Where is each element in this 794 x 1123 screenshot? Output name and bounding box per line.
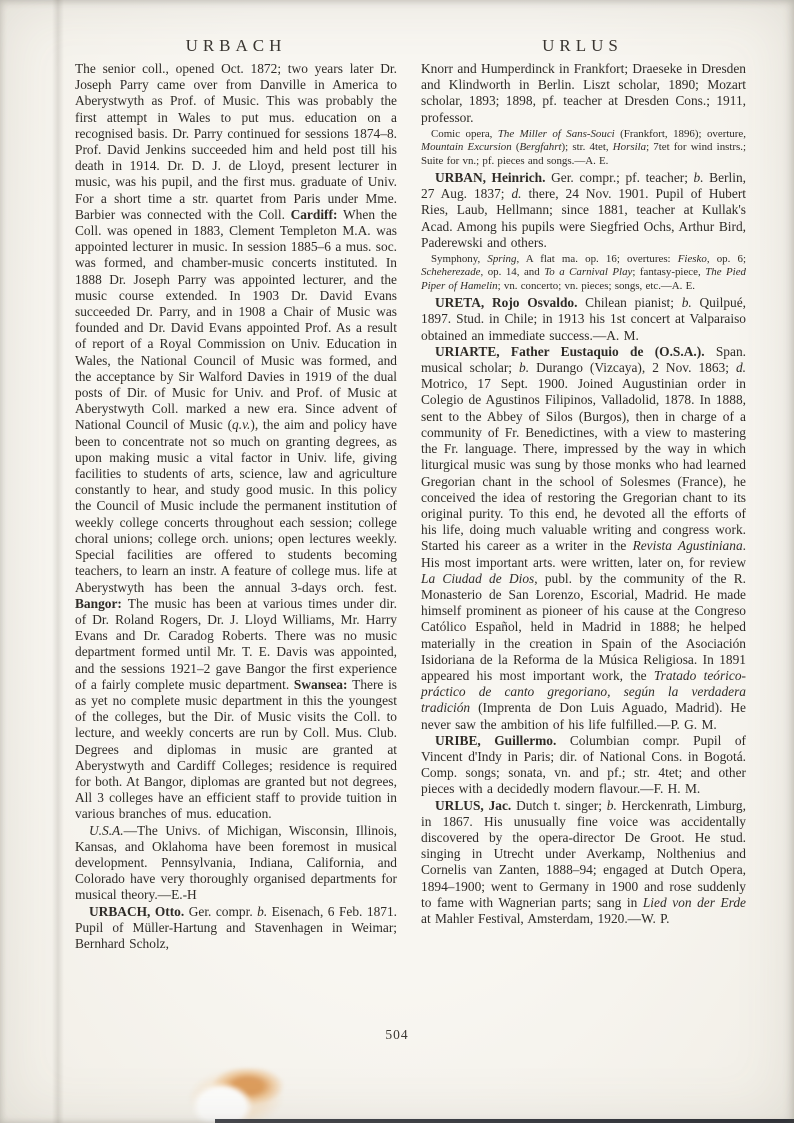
italic-text-run: Revista Agustiniana (632, 538, 743, 554)
text-run: Dutch t. singer; (511, 797, 607, 813)
italic-text-run: Spring (487, 253, 517, 266)
urbach-continuation (421, 61, 746, 126)
entry-headword: Bangor: (75, 595, 128, 611)
text-run: at Mahler Festival, Amsterdam, 1920.—W. P. (421, 910, 670, 926)
italic-text-run: Mountain Excursion (421, 141, 512, 154)
text-run: Quilpué, 1897. Stud. in Chile; in 1913 his 1st concert at Valparaiso obtained an immediate success.—A. M. (421, 295, 747, 343)
italic-text-run: La Ciudad de Dios (421, 570, 535, 586)
text-run: Columbian compr. Pupil of Vincent d'Indy in Paris; dir. of National Cons. in Bogotá. Comp. songs; sonata, vn. and pf.; str. 4tet; and other pieces with a decidedly modern flavour.—F. H. M. (421, 732, 746, 797)
text-run: there, 24 Nov. 1901. Pupil of Hubert Ries, Laub, Hellmann; since 1881, teacher at Kullak's Acad. Among his pupils were Siegfried Ochs, Arthur Bird, Paderewski and others. (421, 186, 747, 250)
entry-headword: URIBE, Guillermo. (435, 732, 557, 748)
italic-text-run: Bergfahrt (519, 141, 562, 154)
italic-text-run: Fiesko (677, 253, 707, 266)
text-run: ), the aim and policy have been to concentrate not so much on granting degrees, as upon making music a vital factor in Univ. life, giving facilities to students of arts, science, law and agriculture constantly to hear, and study good music. In this policy the Council of Music include the permanent institution of weekly college concerts throughout each session; college choral unions; college orch. unions; open lectures weekly. Special facilities are offered to students becoming teachers, to learn an instr. A feature of college mus. life at Aberystwyth has been the annual 3-days orch. fest. (75, 417, 397, 595)
entry-urban (421, 170, 746, 251)
entry-headword: Swansea: (293, 676, 353, 692)
scan-bottom-edge-bar (215, 1119, 794, 1123)
entry-uribe (421, 733, 746, 798)
entry-uriarte (421, 344, 746, 733)
text-run: Knorr and Humperdinck in Frankfort; Draeseke in Dresden and Klindworth in Berlin. Liszt scholar, 1890; Mozart scholar, 1893; 1898, pf. teacher at Dresden Cons.; 1911, professor. (421, 61, 746, 125)
italic-text-run: Tratado teórico-práctico de canto gregoriano, según la verdadera tradición (421, 667, 746, 716)
text-run: , A flat ma. op. 16; overtures: (516, 253, 678, 266)
text-run: . His most important arts. were written, later on, for review (421, 538, 746, 570)
text-run: ; 7tet for wind instrs.; Suite for vn.; pf. pieces and songs.—A. E. (421, 141, 747, 167)
italic-text-run: b. (693, 170, 704, 186)
entry-headword: URBACH, Otto. (89, 903, 185, 919)
entry-headword: URBAN, Heinrich. (435, 170, 546, 186)
text-run: Herckenrath, Limburg, in 1867. His unusually fine voice was accidentally discovered by the opera-director De Groot. He stud. singing in Utrecht under Averkamp, Nolthenius and Cornelis van Zanten, 1888–94; engaged at Dutch Opera, 1894–1900; went to Germany in 1900 and rose suddenly to fame with Wagnerian parts; sang in (421, 797, 746, 910)
scan-gutter-shadow (52, 0, 64, 1123)
entry-headword: URIARTE, Father Eustaquio de (O.S.A.). (435, 343, 705, 359)
text-run: , publ. by the community of the R. Monasterio de San Lorenzo, Escorial, Madrid. He made himself prominent as pioneer of his cause at the Congreso Católico Español, held in Madrid in 1888; he helped materially in the creation in Spain of the Asociación Isidoriana de la Reforma de la Música Religiosa. In 1891 appeared his most important work, the (421, 570, 746, 683)
italic-text-run: b. (519, 360, 530, 376)
text-run: Motrico, 17 Sept. 1900. Joined Augustinian order in Colegio de Agustinos Filipinos, Valladolid, 1878. In 1888, sent to the Abbey of Silos (Burgos), then in charge of a community of Fr. Benedictines, with a view to mastering the Fr. language. There, impressed by the way in which liturgical music was sung by those monks who had learned Gregorian chant in the school of Solesmes (France), he conceived the idea of restoring the Gregorian chant to its original purity. To this end, he devoted all the efforts of his life, doing much valuable writing and congress work. Started his career as a writer in the (421, 376, 746, 554)
italic-text-run: Lied von der Erde (642, 894, 746, 910)
running-head-left: URBACH (185, 36, 287, 55)
italic-text-run: b. (606, 797, 617, 813)
italic-text-run: Scheherezade (421, 266, 481, 279)
entry-headword: URETA, Rojo Osvaldo. (435, 295, 578, 311)
entry-headword: URLUS, Jac. (435, 797, 512, 813)
italic-text-run: q.v. (232, 417, 251, 433)
text-run: Span. musical scholar; (421, 343, 746, 376)
entry-urbach (75, 904, 397, 953)
italic-text-run: Horsila (612, 141, 647, 154)
running-head-right: URLUS (542, 36, 623, 55)
entry-headword: Cardiff: (290, 206, 344, 222)
text-run: , op. 14, and (480, 266, 545, 279)
italic-text-run: b. (681, 295, 692, 311)
right-column (421, 61, 746, 927)
text-run: —The Univs. of Michigan, Wisconsin, Illinois, Kansas, and Oklahoma have been foremost in musical development. Pennsylvania, Indiana, California, and Colorado have very thoroughly organised departments for musical theory.—E.-H (75, 822, 397, 903)
text-run: , op. 6; (706, 253, 746, 266)
text-run: Durango (Vizcaya), 2 Nov. 1863; (529, 360, 736, 376)
urbach-works-list (421, 128, 746, 168)
text-run: Ger. compr. (184, 903, 258, 919)
italic-text-run: d. (511, 186, 522, 202)
text-run: Symphony, (431, 253, 488, 266)
italic-text-run: b. (257, 903, 268, 919)
urban-works-list (421, 253, 746, 293)
text-run: ; vn. concerto; vn. pieces; songs, etc.—A. E. (497, 279, 695, 292)
text-run: Comic opera, (431, 127, 498, 140)
text-run: Berlin, 27 Aug. 1837; (421, 170, 746, 202)
text-run: (Frankfort, 1896); overture, (614, 127, 746, 140)
italic-text-run: U.S.A. (89, 822, 124, 838)
text-run: Ger. compr.; pf. teacher; (545, 170, 694, 186)
text-run: The senior coll., opened Oct. 1872; two years later Dr. Joseph Parry came over from Danville in America to Aberystwyth as Prof. of Music. This was probably the first attempt in Wales to put mus. education on a recognised basis. Dr. Parry continued for sessions 1874–8. Prof. David Jenkins succeeded him and held post till his death in 1914. Dr. D. J. de Lloyd, present lecturer in music, was his pupil, and the first mus. graduate of Univ. For a short time a str. quartet from Paris under Mme. Barbier was connected with the Coll. (75, 61, 397, 222)
text-run: The music has been at various times under dir. of Dr. Roland Rogers, Dr. J. Lloyd Williams, Mr. Harry Evans and Dr. Caradog Roberts. There was no music department formed until Mr. T. E. Davis was appointed, and the sessions 1921–2 gave Bangor the first experience of a fairly complete music department. (75, 595, 398, 692)
italic-text-run: To a Carnival Play (544, 266, 633, 279)
text-run: ; fantasy-piece, (632, 266, 706, 279)
text-run: Eisenach, 6 Feb. 1871. Pupil of Müller-Hartung and Stavenhagen in Weimar; Bernhard Scholz, (75, 903, 397, 951)
text-run: ( (511, 141, 520, 154)
entry-urlus (421, 798, 746, 928)
text-run: There is as yet no complete music department in this the youngest of the colleges, but the Dir. of Music visits the Coll. to lecture, and weekly concerts are run by Coll. Mus. Club. Degrees and diplomas in music are granted at Aberystwyth and Cardiff Colleges; residence is required for both. At Bangor, diplomas are granted but not degrees, All 3 colleges have an efficient staff to provide tuition in various branches of mus. education. (75, 676, 397, 822)
text-run: Chilean pianist; (577, 295, 682, 311)
italic-text-run: The Miller of Sans-Souci (497, 127, 615, 140)
scan-finger-artifact (176, 1068, 312, 1123)
italic-text-run: d. (735, 360, 747, 376)
text-run: (Imprenta de Don Luis Aguado, Madrid). He never saw the ambition of his life fulfilled.—P. G. M. (421, 700, 746, 732)
left-column (75, 61, 397, 952)
entry-ureta (421, 295, 746, 344)
text-run: When the Coll. was opened in 1883, Clement Templeton M.A. was appointed lecturer in music. In session 1885–6 a mus. soc. was formed, and chamber-music concerts instituted. In 1888 Dr. Joseph Parry was appointed lecturer, and the music course extended. In 1903 Dr. David Evans succeeded Dr. Parry, and in 1908 a Chair of Music was founded and Dr. David Evans appointed Prof. As a result of report of a Royal Commission on Univ. Education in Wales, the National Council of Music was formed, and the acceptance by Sir Walford Davies in 1919 of the dual posts of Dir. of Music for Univ. and Prof. of Music at Aberystwyth Coll. marked a new era. Since advent of National Council of Music ( (75, 206, 397, 433)
usa-paragraph (75, 823, 397, 904)
italic-text-run: The Pied Piper of Hamelin (421, 266, 746, 292)
page-number: 504 (385, 1027, 409, 1042)
text-run: ); str. 4tet, (561, 141, 613, 154)
wales-universities-continuation (75, 61, 397, 823)
